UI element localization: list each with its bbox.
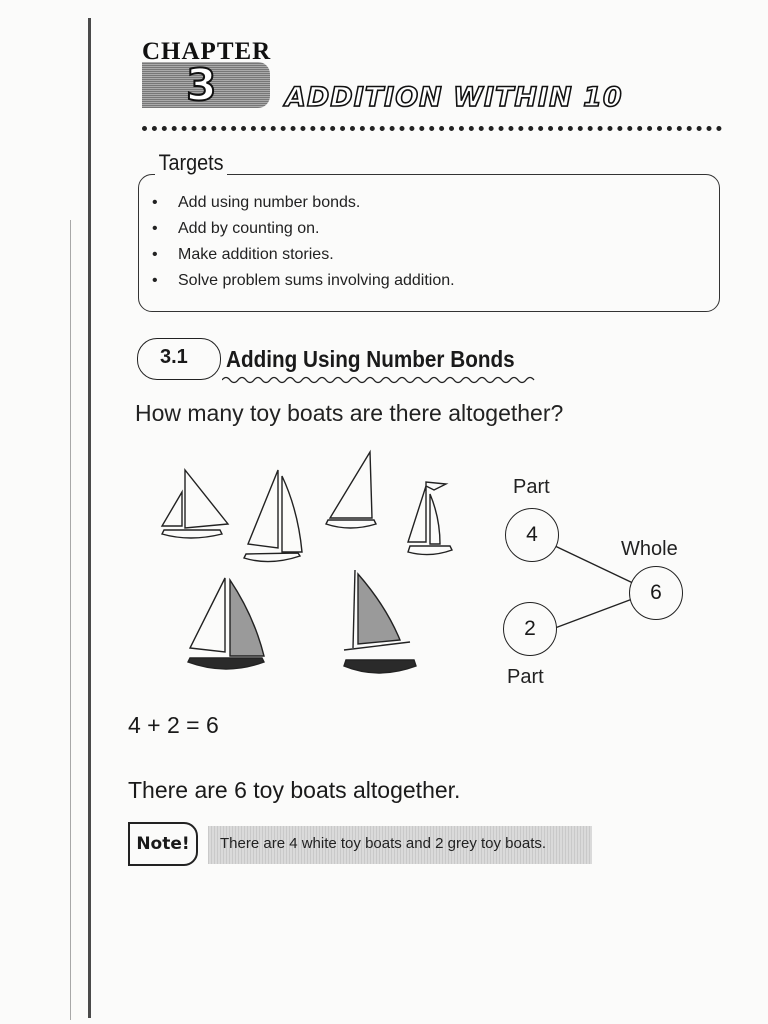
grey-boat-icon [344,570,416,673]
addition-equation: 4 + 2 = 6 [128,712,219,738]
section-number: 3.1 [160,346,188,368]
number-bond-diagram [495,470,705,700]
toy-boats-illustration [150,440,480,700]
target-item: • Add using number bonds. [152,190,455,216]
part-label-bottom: Part [507,666,544,688]
dotted-divider [142,126,722,131]
white-boat-icon [244,470,302,562]
whole-circle: 6 [629,566,683,620]
section-title: Adding Using Number Bonds [226,346,515,372]
part-label-top: Part [513,476,550,498]
chapter-word: CHAPTER [142,38,272,65]
chapter-title: ADDITION WITHIN 10 [285,82,623,113]
bullet-icon: • [152,194,158,211]
chapter-badge [142,38,270,110]
part-circle-1: 4 [505,508,559,562]
page-margin-line-faint [70,220,71,1020]
question-text: How many toy boats are there altogether? [135,400,564,426]
bullet-icon: • [152,246,158,263]
target-item: • Solve problem sums involving addition. [152,268,455,294]
targets-heading: Targets [155,150,227,176]
note-tag [128,822,198,866]
note-text: There are 4 white toy boats and 2 grey toy boats. [220,835,547,852]
page-margin-line [88,18,91,1018]
note-tag-label: Note! [136,834,190,854]
note-box [208,826,592,864]
target-item: • Make addition stories. [152,242,455,268]
chapter-number: 3 [186,60,217,111]
target-item: • Add by counting on. [152,216,455,242]
section-title-underline [222,374,538,386]
whole-label: Whole [621,538,678,560]
grey-boat-icon [188,578,264,669]
white-boat-icon [408,482,452,555]
bullet-icon: • [152,220,158,237]
white-boat-icon [162,470,228,538]
answer-sentence: There are 6 toy boats altogether. [128,777,461,803]
white-boat-icon [326,452,376,528]
part-circle-2: 2 [503,602,557,656]
targets-list [152,190,455,294]
bullet-icon: • [152,272,158,289]
